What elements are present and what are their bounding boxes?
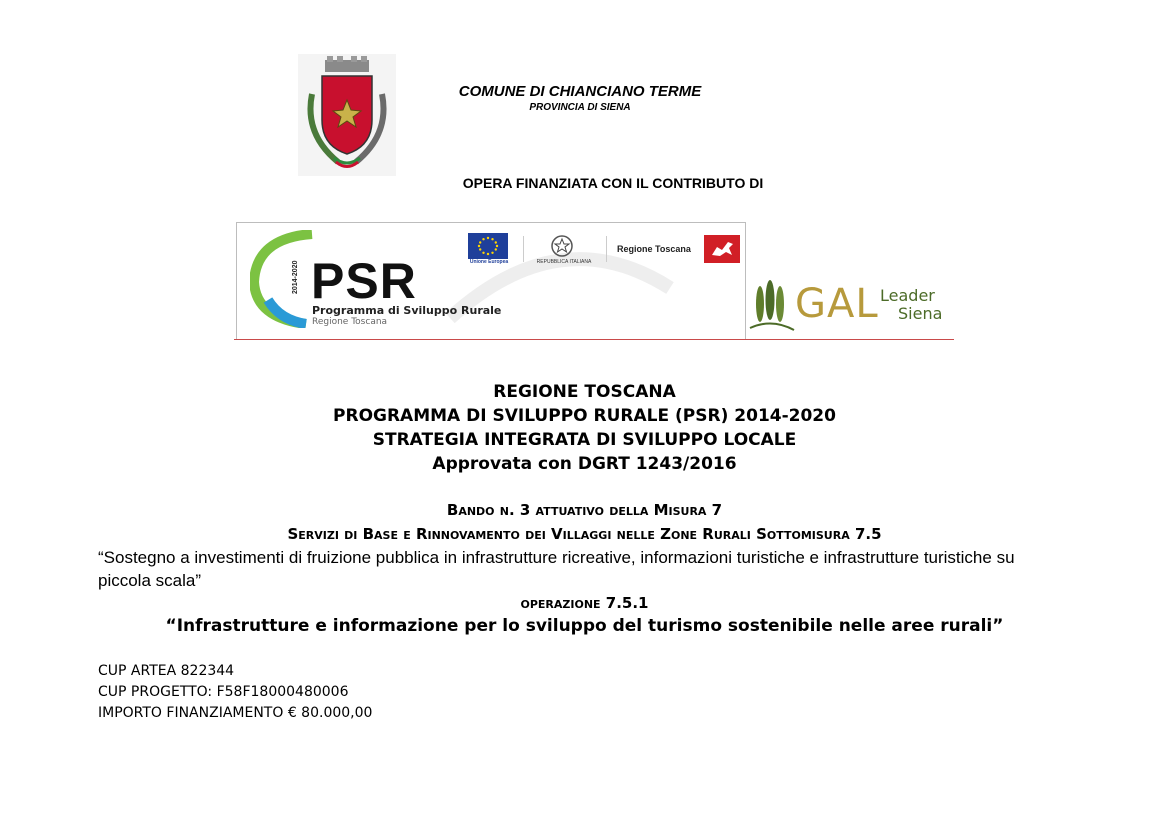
logo-separator: [606, 236, 607, 262]
logo-underline: [234, 339, 954, 340]
provincia-label: PROVINCIA DI SIENA: [529, 102, 631, 113]
eu-label: Unione Europea: [469, 259, 509, 265]
psr-years-label: 2014-2020: [292, 260, 299, 294]
operazione-heading: operazione 7.5.1: [520, 594, 649, 612]
psr-subtitle: Programma di Sviluppo Rurale: [312, 304, 502, 317]
psr-swirl-graphic: [250, 230, 320, 328]
gal-wordmark: GAL: [795, 281, 879, 327]
logo-separator: [523, 236, 524, 262]
title-strategia: STRATEGIA INTEGRATA DI SVILUPPO LOCALE: [372, 430, 797, 450]
infrastrutture-heading: “Infrastrutture e informazione per lo sviluppo del turismo sostenibile nelle aree rurali”: [165, 616, 1004, 636]
title-programma: PROGRAMMA DI SVILUPPO RURALE (PSR) 2014-2020: [333, 406, 836, 426]
italian-republic-emblem-icon: [549, 234, 575, 258]
regione-toscana-logo-label: Regione Toscana: [617, 244, 691, 254]
opera-finanziata-label: OPERA FINANZIATA CON IL CONTRIBUTO DI: [462, 175, 764, 191]
coat-of-arms-logo: [298, 54, 396, 176]
gal-cypress-trees-icon: [748, 278, 796, 334]
regione-toscana-pegasus-icon: [704, 235, 740, 263]
sostegno-description: “Sostegno a investimenti di fruizione pubblica in infrastrutture ricreative, informazioni turistiche e infrastrutture turistiche su piccola scala”: [98, 548, 1015, 590]
cup-progetto-text: CUP PROGETTO: F58F18000480006: [98, 684, 349, 700]
servizi-heading: Servizi di Base e Rinnovamento dei Villaggi nelle Zone Rurali Sottomisura 7.5: [287, 525, 882, 543]
title-regione-toscana: REGIONE TOSCANA: [493, 382, 676, 402]
cup-artea-text: CUP ARTEA 822344: [98, 663, 235, 679]
eu-flag-icon: [468, 233, 508, 259]
psr-region-label: Regione Toscana: [312, 317, 388, 327]
gal-siena-label: Siena: [898, 304, 943, 323]
importo-finanziamento-text: IMPORTO FINANZIAMENTO € 80.000,00: [98, 705, 373, 721]
bando-heading: Bando n. 3 attuativo della Misura 7: [446, 501, 723, 519]
repubblica-italiana-label: REPUBBLICA ITALIANA: [536, 259, 592, 265]
psr-wordmark: PSR: [311, 253, 417, 309]
comune-title: COMUNE DI CHIANCIANO TERME: [458, 83, 702, 100]
title-approvata: Approvata con DGRT 1243/2016: [432, 454, 737, 474]
gal-leader-label: Leader: [880, 286, 935, 305]
